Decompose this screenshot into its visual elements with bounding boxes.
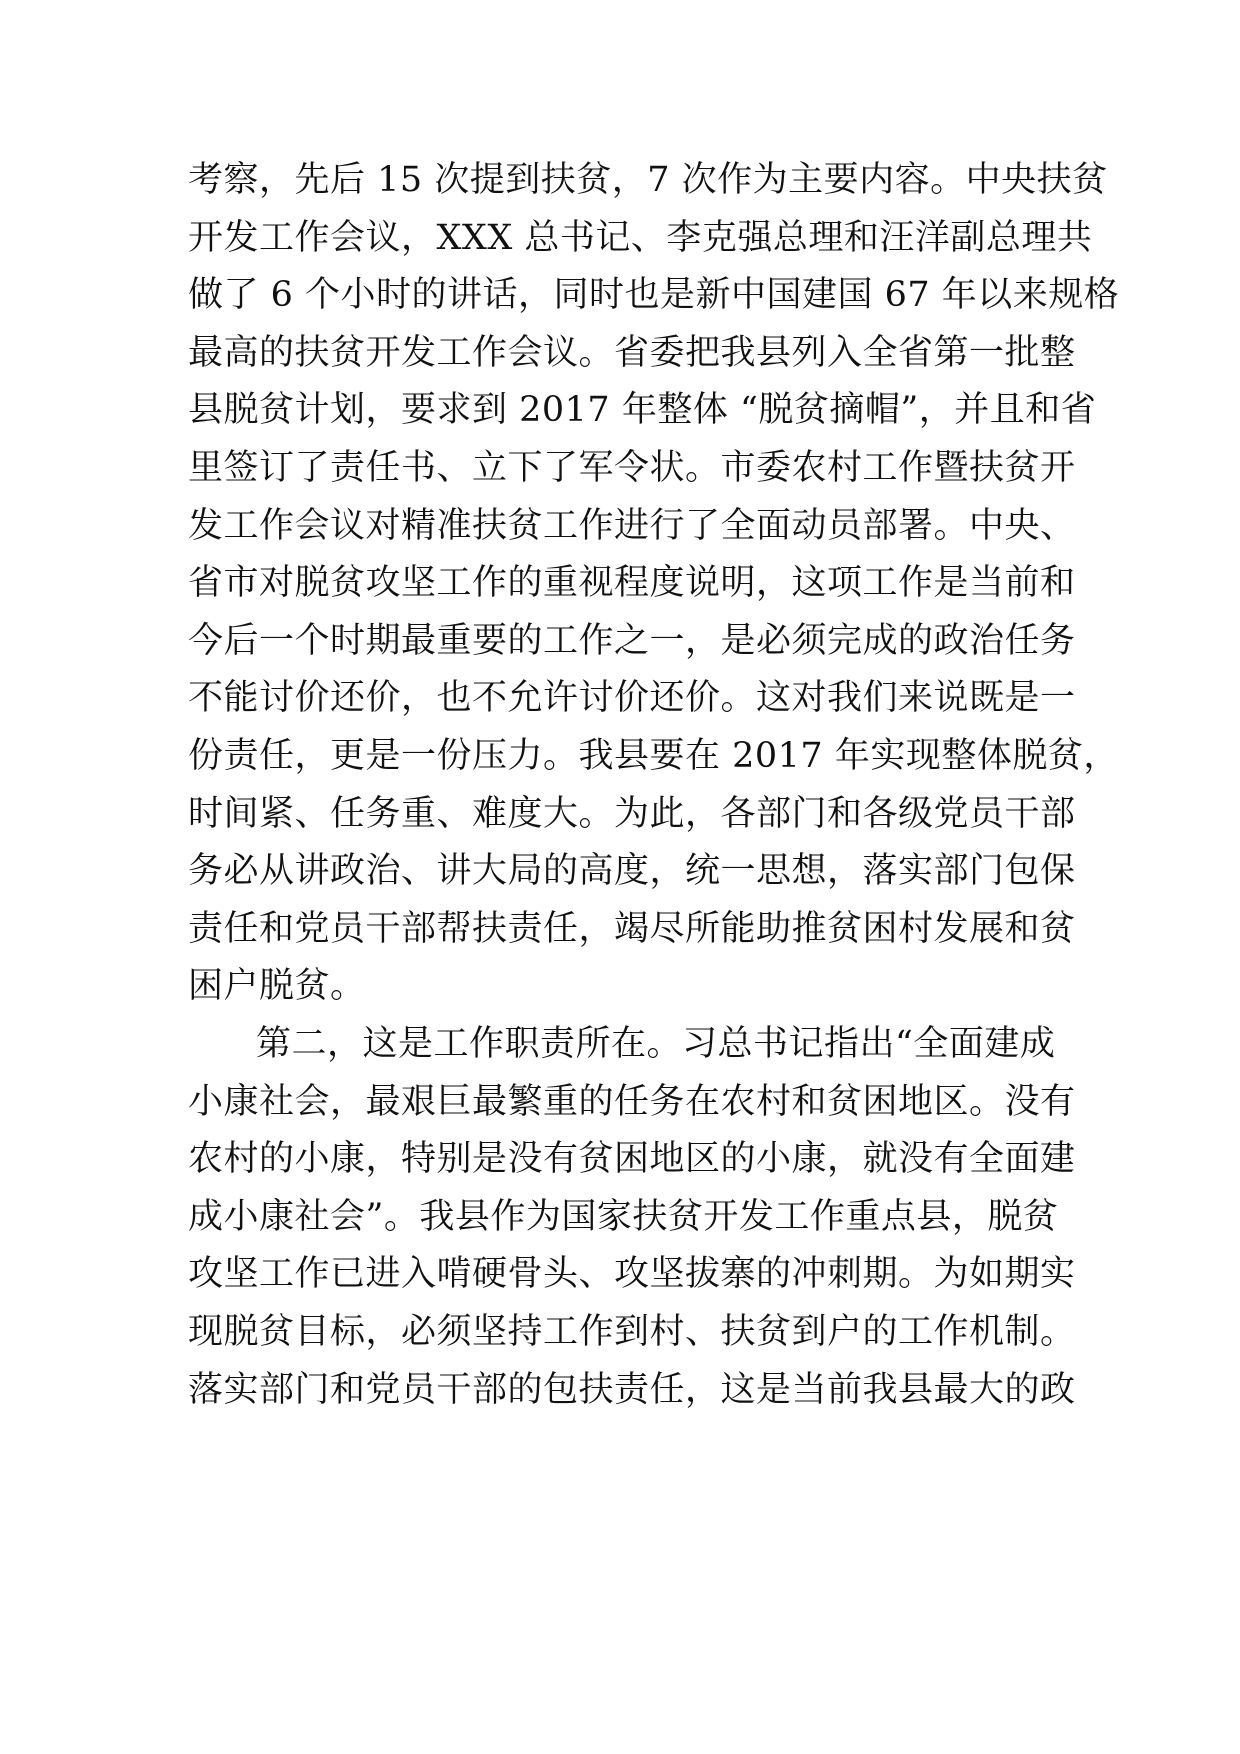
text-line: 困户脱贫。 xyxy=(188,966,366,1006)
text-line: 开发工作会议，XXX 总书记、李克强总理和汪洋副总理共 xyxy=(188,218,1093,258)
text-line: 最高的扶贫开发工作会议。省委把我县列入全省第一批整 xyxy=(188,333,1076,373)
text-line: 考察，先后 15 次提到扶贫，7 次作为主要内容。中央扶贫 xyxy=(188,160,1108,200)
text-line: 今后一个时期最重要的工作之一，是必须完成的政治任务 xyxy=(188,621,1076,661)
text-line: 小康社会，最艰巨最繁重的任务在农村和贫困地区。没有 xyxy=(188,1082,1076,1122)
paragraph-first-line: 第二，这是工作职责所在。习总书记指出“全面建成 xyxy=(256,1024,1056,1064)
text-line: 务必从讲政治、讲大局的高度，统一思想，落实部门包保 xyxy=(188,851,1076,891)
text-line: 发工作会议对精准扶贫工作进行了全面动员部署。中央、 xyxy=(188,506,1076,546)
text-line: 攻坚工作已进入啃硬骨头、攻坚拔寨的冲刺期。为如期实 xyxy=(188,1254,1076,1294)
text-line: 不能讨价还价，也不允许讨价还价。这对我们来说既是一 xyxy=(188,678,1076,718)
text-line: 落实部门和党员干部的包扶责任，这是当前我县最大的政 xyxy=(188,1370,1076,1410)
text-line: 时间紧、任务重、难度大。为此，各部门和各级党员干部 xyxy=(188,794,1076,834)
text-line: 做了 6 个小时的讲话，同时也是新中国建国 67 年以来规格 xyxy=(188,275,1120,315)
text-line: 现脱贫目标，必须坚持工作到村、扶贫到户的工作机制。 xyxy=(188,1312,1076,1352)
text-line: 份责任，更是一份压力。我县要在 2017 年实现整体脱贫， xyxy=(188,736,1119,776)
text-line: 农村的小康，特别是没有贫困地区的小康，就没有全面建 xyxy=(188,1139,1076,1179)
text-line: 县脱贫计划，要求到 2017 年整体 “脱贫摘帽”，并且和省 xyxy=(188,390,1097,430)
text-line: 省市对脱贫攻坚工作的重视程度说明，这项工作是当前和 xyxy=(188,563,1076,603)
text-line: 成小康社会”。我县作为国家扶贫开发工作重点县，脱贫 xyxy=(188,1197,1059,1237)
text-line: 里签订了责任书、立下了军令状。市委农村工作暨扶贫开 xyxy=(188,448,1076,488)
text-line: 责任和党员干部帮扶责任，竭尽所能助推贫困村发展和贫 xyxy=(188,909,1076,949)
